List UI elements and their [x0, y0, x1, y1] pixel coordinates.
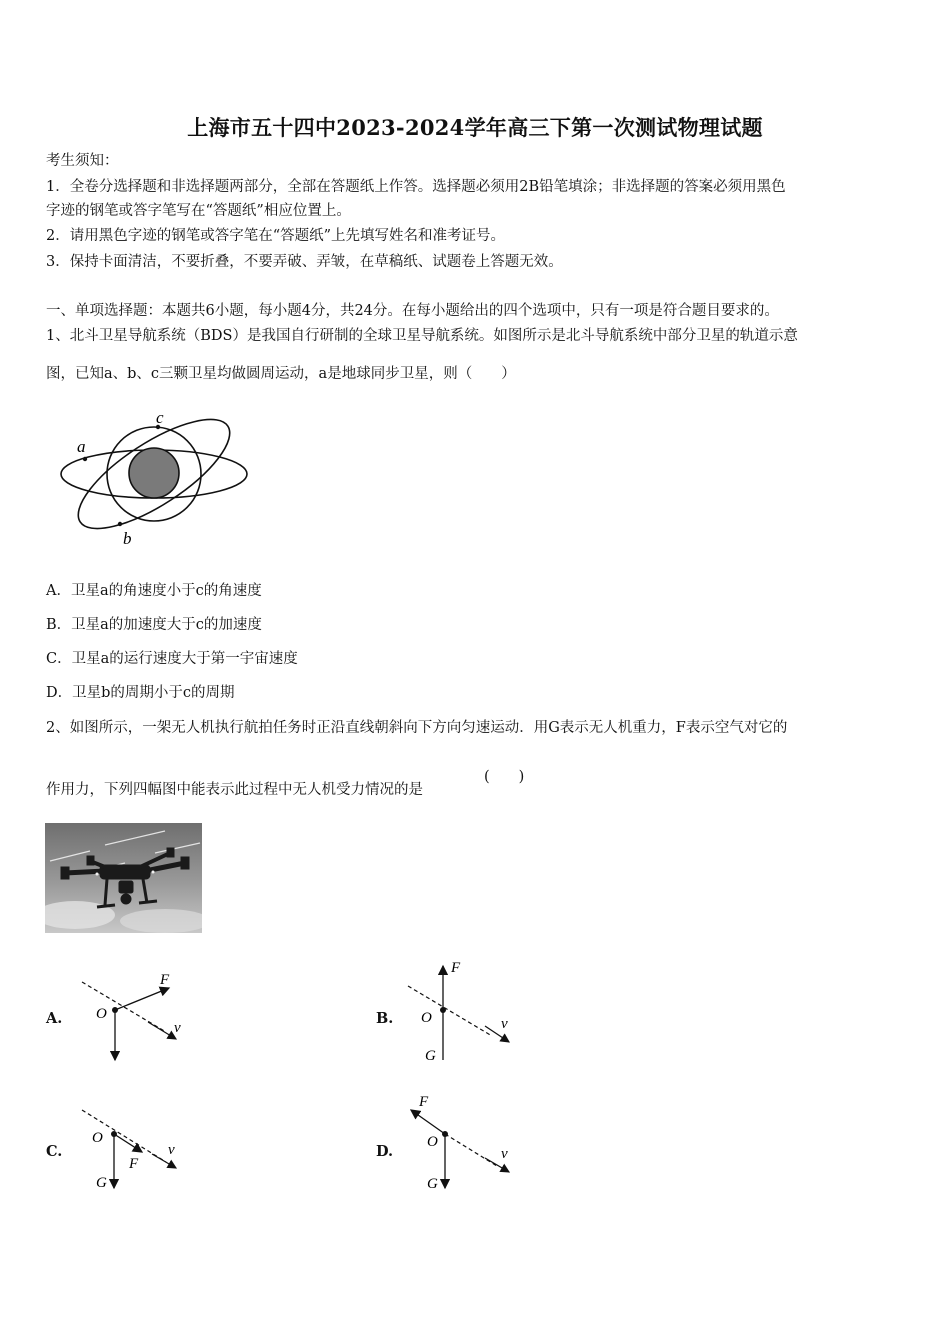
- point-o: O: [96, 1006, 107, 1022]
- satellite-b: [118, 522, 122, 526]
- q1-stem-line-2: 图，已知a、b、c三颗卫星均做圆周运动，a是地球同步卫星，则（ ）: [46, 366, 516, 382]
- q2-option-c-label: C.: [46, 1143, 63, 1160]
- point-o: O: [92, 1130, 103, 1146]
- label-a: a: [77, 437, 86, 456]
- velocity-v-label: v: [501, 1146, 508, 1162]
- label-c: c: [156, 408, 164, 427]
- notice-item-1-line-1: 1．全卷分选择题和非选择题两部分，全部在答题纸上作答。选择题必须用2B铅笔填涂；非选择题的答案必须用黑色: [46, 179, 786, 195]
- q2-answer-paren: ( ): [484, 769, 525, 785]
- gravity-g-label: G: [427, 1176, 438, 1192]
- q2-stem-line-2: 作用力，下列四幅图中能表示此过程中无人机受力情况的是: [46, 782, 423, 798]
- velocity-v-label: v: [174, 1020, 181, 1036]
- q1-option-c: C．卫星a的运行速度大于第一宇宙速度: [46, 651, 298, 667]
- q2-option-d-diagram: [403, 1090, 523, 1196]
- q1-option-a: A．卫星a的角速度小于c的角速度: [46, 583, 262, 599]
- q2-option-a-label: A.: [46, 1010, 63, 1027]
- gravity-g-label: G: [96, 1175, 107, 1191]
- label-b: b: [123, 529, 132, 548]
- notice-heading: 考生须知：: [46, 153, 119, 169]
- velocity-v-label: v: [501, 1016, 508, 1032]
- force-f-label: F: [160, 972, 170, 988]
- velocity-v-label: v: [168, 1142, 175, 1158]
- q2-option-c-diagram: [74, 1100, 194, 1195]
- orbit-diagram: [50, 402, 265, 550]
- satellite-a: [83, 457, 87, 461]
- section-heading: 一、单项选择题：本题共6小题，每小题4分，共24分。在每小题给出的四个选项中，只有一项是符合题目要求的。: [46, 303, 779, 319]
- q2-option-d-label: D.: [376, 1143, 394, 1160]
- force-f-label: F: [129, 1156, 139, 1172]
- force-f-label: F: [451, 960, 461, 976]
- q2-option-b-label: B.: [376, 1010, 394, 1027]
- q2-option-a-diagram: [74, 962, 194, 1067]
- drone-photo: [45, 823, 202, 933]
- q2-stem-line-1: 2、如图所示，一架无人机执行航拍任务时正沿直线朝斜向下方向匀速运动．用G表示无人机重力，F表示空气对它的: [46, 720, 788, 736]
- point-o: O: [427, 1134, 438, 1150]
- q1-option-d: D．卫星b的周期小于c的周期: [46, 685, 235, 701]
- notice-item-3: 3．保持卡面清洁，不要折叠，不要弄破、弄皱，在草稿纸、试题卷上答题无效。: [46, 254, 563, 270]
- notice-item-2: 2．请用黑色字迹的钢笔或答字笔在“答题纸”上先填写姓名和准考证号。: [46, 228, 506, 244]
- notice-item-1-line-2: 字迹的钢笔或答字笔写在“答题纸”相应位置上。: [46, 203, 351, 219]
- point-o: O: [421, 1010, 432, 1026]
- page-title: 上海市五十四中2023-2024学年高三下第一次测试物理试题: [187, 115, 763, 140]
- q2-option-b-diagram: [403, 958, 523, 1066]
- earth: [129, 448, 179, 498]
- q1-option-b: B．卫星a的加速度大于c的加速度: [46, 617, 262, 633]
- force-f-label: F: [419, 1094, 429, 1110]
- q1-stem-line-1: 1、北斗卫星导航系统（BDS）是我国自行研制的全球卫星导航系统。如图所示是北斗导航系统中部分卫星的轨道示意: [46, 328, 798, 344]
- gravity-g-label: G: [425, 1048, 436, 1064]
